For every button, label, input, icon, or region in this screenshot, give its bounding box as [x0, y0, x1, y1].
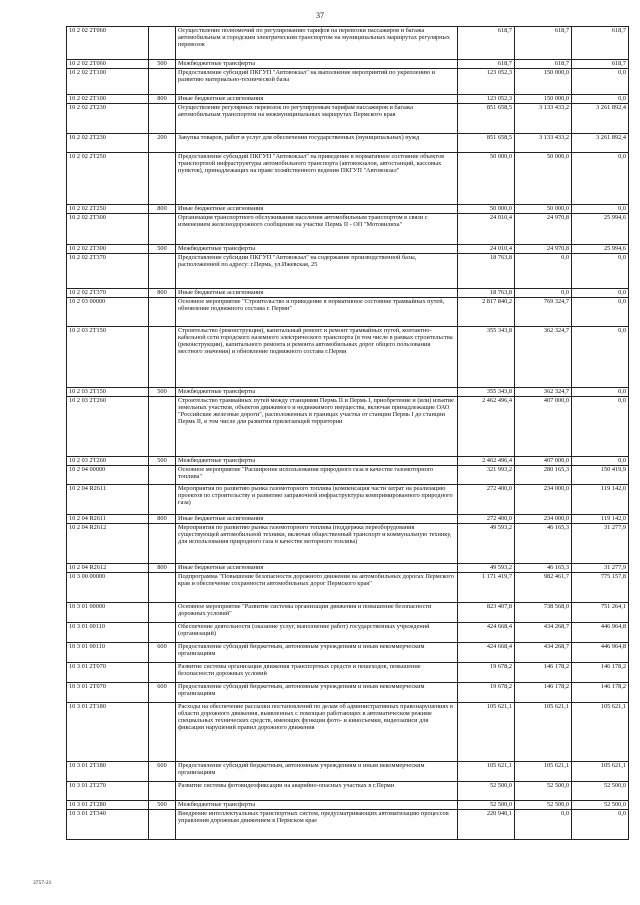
code-cell: 10 2 04 00000	[67, 466, 149, 485]
amount-year1-cell: 851 658,5	[458, 134, 515, 153]
code-cell: 10 2 03 2T260	[67, 397, 149, 457]
amount-year2-cell: 150 000,0	[515, 69, 572, 95]
amount-year1-cell: 24 010,4	[458, 214, 515, 245]
amount-year2-cell: 50 000,0	[515, 153, 572, 205]
amount-year2-cell: 46 165,3	[515, 564, 572, 573]
amount-year2-cell: 3 133 433,2	[515, 134, 572, 153]
expense-type-cell	[149, 214, 176, 245]
amount-year1-cell: 105 621,1	[458, 703, 515, 762]
amount-year1-cell: 618,7	[458, 27, 515, 60]
table-row	[67, 214, 629, 245]
amount-year2-cell: 234 000,0	[515, 485, 572, 515]
amount-year1-cell: 123 052,3	[458, 69, 515, 95]
amount-year3-cell: 119 142,0	[572, 515, 629, 524]
item-name-cell: Межбюджетные трансферты	[176, 245, 458, 254]
code-cell: 10 3 01 2T280	[67, 801, 149, 810]
code-cell: 10 2 03 2T260	[67, 457, 149, 466]
amount-year3-cell: 25 994,6	[572, 245, 629, 254]
amount-year1-cell: 52 500,0	[458, 782, 515, 801]
footer-code: 3757-21	[33, 880, 52, 886]
code-cell: 10 2 02 2T370	[67, 254, 149, 289]
item-name-cell: Строительство трамвайных путей между станциями Пермь II и Пермь I, приобретение и (или) изъятие земельных участков, объектов движимого и недвижимого имущества, включая принадлежащие ОАО "Российские железные дороги", расположенных в границах участка от станции Пермь I до станции Пермь II, в том числе для развития прилегающей территории	[176, 397, 458, 457]
amount-year1-cell: 105 621,1	[458, 762, 515, 782]
amount-year2-cell: 50 000,0	[515, 205, 572, 214]
amount-year3-cell: 119 142,0	[572, 485, 629, 515]
item-name-cell: Предоставление субсидий бюджетным, автономным учреждениям и иным некоммерческим организациям	[176, 762, 458, 782]
table-row	[67, 573, 629, 603]
expense-type-cell: 200	[149, 134, 176, 153]
amount-year3-cell: 3 261 892,4	[572, 134, 629, 153]
code-cell: 10 3 01 2T270	[67, 782, 149, 801]
table-row	[67, 663, 629, 683]
item-name-cell: Предоставление субсидий бюджетным, автономным учреждениям и иным некоммерческим организациям	[176, 643, 458, 663]
amount-year1-cell: 19 678,2	[458, 683, 515, 703]
code-cell: 10 2 02 2T230	[67, 134, 149, 153]
expense-type-cell	[149, 397, 176, 457]
expense-type-cell	[149, 485, 176, 515]
table-row	[67, 60, 629, 69]
item-name-cell: Строительство (реконструкция), капитальный ремонт и ремонт трамвайных путей, контактно-кабельной сети городского наземного электрического транспорта (в том числе в рамках строительства (реконструкции), капитального ремонта и ремонта автомобильных дорог общего пользования местного значения) и обновление подвижного состава г.Перми	[176, 327, 458, 388]
amount-year1-cell: 1 171 419,7	[458, 573, 515, 603]
code-cell: 10 2 02 2T300	[67, 245, 149, 254]
amount-year2-cell: 407 000,0	[515, 457, 572, 466]
code-cell: 10 3 01 00110	[67, 623, 149, 643]
table-row	[67, 810, 629, 840]
code-cell: 10 2 02 2T060	[67, 60, 149, 69]
expense-type-cell	[149, 623, 176, 643]
item-name-cell: Иные бюджетные ассигнования	[176, 205, 458, 214]
table-row	[67, 485, 629, 515]
table-row	[67, 245, 629, 254]
amount-year3-cell: 3 261 892,4	[572, 104, 629, 134]
item-name-cell: Иные бюджетные ассигнования	[176, 289, 458, 298]
expense-type-cell	[149, 703, 176, 762]
amount-year1-cell: 18 763,8	[458, 254, 515, 289]
amount-year2-cell: 146 178,2	[515, 663, 572, 683]
table-row	[67, 254, 629, 289]
budget-table-body	[67, 27, 629, 840]
table-row	[67, 95, 629, 104]
amount-year3-cell: 31 277,9	[572, 524, 629, 564]
amount-year1-cell: 2 462 496,4	[458, 397, 515, 457]
amount-year3-cell: 25 994,6	[572, 214, 629, 245]
expense-type-cell	[149, 254, 176, 289]
amount-year2-cell: 362 324,7	[515, 388, 572, 397]
code-cell: 10 2 04 R2612	[67, 564, 149, 573]
item-name-cell: Межбюджетные трансферты	[176, 801, 458, 810]
amount-year3-cell: 105 621,1	[572, 762, 629, 782]
item-name-cell: Мероприятия по развитию рынка газомоторного топлива (поддержка переоборудования существующей автомобильной техники, включая общественный транспорт и коммунальную технику, для использования природного газа в качестве моторного топлива)	[176, 524, 458, 564]
expense-type-cell: 800	[149, 289, 176, 298]
expense-type-cell: 600	[149, 683, 176, 703]
amount-year1-cell: 424 668,4	[458, 643, 515, 663]
item-name-cell: Закупка товаров, работ и услуг для обеспечения государственных (муниципальных) нужд	[176, 134, 458, 153]
table-row	[67, 298, 629, 327]
code-cell: 10 2 02 2T300	[67, 214, 149, 245]
amount-year1-cell: 851 658,5	[458, 104, 515, 134]
amount-year2-cell: 618,7	[515, 27, 572, 60]
amount-year1-cell: 123 052,3	[458, 95, 515, 104]
table-row	[67, 134, 629, 153]
expense-type-cell: 500	[149, 60, 176, 69]
code-cell: 10 3 01 2T180	[67, 762, 149, 782]
expense-type-cell	[149, 663, 176, 683]
code-cell: 10 2 02 2T250	[67, 153, 149, 205]
item-name-cell: Основное мероприятие "Развитие системы организации движения и повышение безопасности дорожных условий"	[176, 603, 458, 623]
expense-type-cell: 800	[149, 95, 176, 104]
amount-year1-cell: 2 817 840,2	[458, 298, 515, 327]
table-row	[67, 388, 629, 397]
expense-type-cell	[149, 782, 176, 801]
amount-year2-cell: 105 621,1	[515, 703, 572, 762]
table-row	[67, 27, 629, 60]
expense-type-cell: 500	[149, 457, 176, 466]
table-row	[67, 762, 629, 782]
expense-type-cell: 600	[149, 762, 176, 782]
item-name-cell: Иные бюджетные ассигнования	[176, 564, 458, 573]
expense-type-cell: 500	[149, 388, 176, 397]
expense-type-cell	[149, 603, 176, 623]
amount-year3-cell: 0,0	[572, 327, 629, 388]
table-row	[67, 397, 629, 457]
item-name-cell: Предоставление субсидий бюджетным, автономным учреждениям и иным некоммерческим организациям	[176, 683, 458, 703]
amount-year3-cell: 446 964,8	[572, 643, 629, 663]
table-row	[67, 104, 629, 134]
amount-year3-cell: 775 157,8	[572, 573, 629, 603]
table-row	[67, 524, 629, 564]
amount-year2-cell: 46 165,3	[515, 524, 572, 564]
code-cell: 10 2 02 2T370	[67, 289, 149, 298]
amount-year2-cell: 407 000,0	[515, 397, 572, 457]
table-row	[67, 564, 629, 573]
table-row	[67, 603, 629, 623]
table-row	[67, 782, 629, 801]
amount-year1-cell: 18 763,8	[458, 289, 515, 298]
amount-year3-cell: 0,0	[572, 289, 629, 298]
amount-year2-cell: 0,0	[515, 289, 572, 298]
expense-type-cell: 800	[149, 205, 176, 214]
code-cell: 10 2 02 2T100	[67, 95, 149, 104]
item-name-cell: Расходы на обеспечение рассылки постановлений по делам об административных правонарушениях в области дорожного движения, выявленных с помощью работающих в автоматическом режиме специальных технических средств, имеющих функции фото- и киносъемки, видеозаписи для фиксации нарушений правил дорожного движения	[176, 703, 458, 762]
amount-year2-cell: 52 500,0	[515, 801, 572, 810]
amount-year2-cell: 146 178,2	[515, 683, 572, 703]
item-name-cell: Основное мероприятие "Расширение использования природного газа в качестве газомоторного топлива"	[176, 466, 458, 485]
code-cell: 10 3 01 2T340	[67, 810, 149, 840]
expense-type-cell: 600	[149, 643, 176, 663]
amount-year1-cell: 52 500,0	[458, 801, 515, 810]
table-row	[67, 801, 629, 810]
item-name-cell: Иные бюджетные ассигнования	[176, 95, 458, 104]
amount-year1-cell: 50 000,0	[458, 205, 515, 214]
amount-year2-cell: 24 970,8	[515, 245, 572, 254]
amount-year3-cell: 446 964,8	[572, 623, 629, 643]
item-name-cell: Межбюджетные трансферты	[176, 388, 458, 397]
amount-year1-cell: 321 993,2	[458, 466, 515, 485]
amount-year2-cell: 234 000,0	[515, 515, 572, 524]
item-name-cell: Предоставление субсидий ПКГУП "Автовокзал" на приведение в нормативное состояние объектов транспортной инфраструктуры автомобильного транспорта (автовокзалов, автостанций, кассовых пунктов), принадлежащих на праве хозяйственного ведения ПКГУП "Автовокзал"	[176, 153, 458, 205]
amount-year3-cell: 0,0	[572, 95, 629, 104]
amount-year3-cell: 146 178,2	[572, 683, 629, 703]
amount-year3-cell: 0,0	[572, 69, 629, 95]
item-name-cell: Межбюджетные трансферты	[176, 60, 458, 69]
item-name-cell: Развитие системы фотовидеофиксации на аварийно-опасных участках в г.Перми	[176, 782, 458, 801]
expense-type-cell: 500	[149, 801, 176, 810]
amount-year3-cell: 31 277,9	[572, 564, 629, 573]
amount-year2-cell: 618,7	[515, 60, 572, 69]
code-cell: 10 2 02 2T100	[67, 69, 149, 95]
item-name-cell: Развитие системы организации движения транспортных средств и пешеходов, повышение безопасности дорожных условий	[176, 663, 458, 683]
page-number: 37	[316, 11, 324, 20]
amount-year1-cell: 2 462 496,4	[458, 457, 515, 466]
amount-year1-cell: 49 593,2	[458, 564, 515, 573]
code-cell: 10 3 00 00000	[67, 573, 149, 603]
amount-year3-cell: 0,0	[572, 153, 629, 205]
table-row	[67, 643, 629, 663]
code-cell: 10 2 04 R2611	[67, 515, 149, 524]
amount-year2-cell: 0,0	[515, 810, 572, 840]
budget-table	[66, 26, 629, 840]
table-row	[67, 457, 629, 466]
amount-year3-cell: 0,0	[572, 457, 629, 466]
amount-year2-cell: 769 324,7	[515, 298, 572, 327]
table-row	[67, 703, 629, 762]
item-name-cell: Основное мероприятие "Строительство и приведение в нормативное состояние трамвайных путей, обновление подвижного состава г. Перми"	[176, 298, 458, 327]
amount-year2-cell: 150 000,0	[515, 95, 572, 104]
table-row	[67, 205, 629, 214]
amount-year1-cell: 424 668,4	[458, 623, 515, 643]
amount-year1-cell: 355 343,8	[458, 388, 515, 397]
code-cell: 10 2 02 2T060	[67, 27, 149, 60]
table-row	[67, 69, 629, 95]
amount-year1-cell: 355 343,8	[458, 327, 515, 388]
item-name-cell: Иные бюджетные ассигнования	[176, 515, 458, 524]
code-cell: 10 3 01 00000	[67, 603, 149, 623]
amount-year3-cell: 0,0	[572, 205, 629, 214]
amount-year3-cell: 0,0	[572, 298, 629, 327]
amount-year1-cell: 220 940,1	[458, 810, 515, 840]
code-cell: 10 2 04 R2612	[67, 524, 149, 564]
amount-year2-cell: 434 268,7	[515, 623, 572, 643]
amount-year3-cell: 150 419,9	[572, 466, 629, 485]
amount-year1-cell: 272 400,0	[458, 515, 515, 524]
expense-type-cell: 500	[149, 245, 176, 254]
amount-year3-cell: 52 500,0	[572, 782, 629, 801]
code-cell: 10 3 01 2T070	[67, 683, 149, 703]
item-name-cell: Внедрение интеллектуальных транспортных систем, предусматривающих автоматизацию процессов управления дорожным движением в Пермском крае	[176, 810, 458, 840]
amount-year3-cell: 618,7	[572, 27, 629, 60]
table-row	[67, 466, 629, 485]
amount-year3-cell: 751 264,1	[572, 603, 629, 623]
code-cell: 10 2 04 R2611	[67, 485, 149, 515]
amount-year3-cell: 105 621,1	[572, 703, 629, 762]
amount-year2-cell: 0,0	[515, 254, 572, 289]
amount-year1-cell: 24 010,4	[458, 245, 515, 254]
code-cell: 10 2 02 2T230	[67, 104, 149, 134]
amount-year2-cell: 105 621,1	[515, 762, 572, 782]
amount-year3-cell: 0,0	[572, 388, 629, 397]
expense-type-cell	[149, 27, 176, 60]
expense-type-cell: 800	[149, 564, 176, 573]
code-cell: 10 2 03 00000	[67, 298, 149, 327]
table-row	[67, 153, 629, 205]
table-row	[67, 515, 629, 524]
amount-year1-cell: 823 407,8	[458, 603, 515, 623]
expense-type-cell: 800	[149, 515, 176, 524]
amount-year1-cell: 272 400,0	[458, 485, 515, 515]
item-name-cell: Мероприятия по развитию рынка газомоторного топлива (компенсация части затрат на реализацию проектов по строительству и развитию заправочной инфраструктуры компримированного природного газа)	[176, 485, 458, 515]
amount-year3-cell: 0,0	[572, 397, 629, 457]
item-name-cell: Подпрограмма "Повышение безопасности дорожного движения на автомобильных дорогах Пермского края и обеспечение сохранности автомобильных дорог Пермского края"	[176, 573, 458, 603]
expense-type-cell	[149, 524, 176, 564]
item-name-cell: Организация транспортного обслуживания населения автомобильным транспортом в связи с изменением железнодорожного сообщения на участке Пермь II - ОП "Мотовилиха"	[176, 214, 458, 245]
amount-year1-cell: 49 593,2	[458, 524, 515, 564]
amount-year2-cell: 3 133 433,2	[515, 104, 572, 134]
table-row	[67, 683, 629, 703]
table-row	[67, 289, 629, 298]
expense-type-cell	[149, 810, 176, 840]
expense-type-cell	[149, 298, 176, 327]
item-name-cell: Предоставление субсидии ПКГУП "Автовокзал" на содержание производственной базы, расположенной по адресу: г.Пермь, ул.Ижевская, 25	[176, 254, 458, 289]
table-row	[67, 623, 629, 643]
code-cell: 10 2 03 2T150	[67, 388, 149, 397]
code-cell: 10 2 02 2T250	[67, 205, 149, 214]
item-name-cell: Осуществление полномочий по регулированию тарифов на перевозки пассажиров и багажа автомобильным и городским электрическим транспортом на муниципальных маршрутах регулярных перевозок	[176, 27, 458, 60]
item-name-cell: Межбюджетные трансферты	[176, 457, 458, 466]
amount-year1-cell: 19 678,2	[458, 663, 515, 683]
code-cell: 10 2 03 2T150	[67, 327, 149, 388]
table-row	[67, 327, 629, 388]
amount-year2-cell: 52 500,0	[515, 782, 572, 801]
code-cell: 10 3 01 2T180	[67, 703, 149, 762]
expense-type-cell	[149, 327, 176, 388]
amount-year2-cell: 280 165,3	[515, 466, 572, 485]
expense-type-cell	[149, 104, 176, 134]
amount-year2-cell: 738 568,0	[515, 603, 572, 623]
amount-year3-cell: 618,7	[572, 60, 629, 69]
amount-year3-cell: 0,0	[572, 810, 629, 840]
item-name-cell: Осуществление регулярных перевозок по регулируемым тарифам пассажиров и багажа автомобильным транспортом на межмуниципальных маршрутах Пермского края	[176, 104, 458, 134]
expense-type-cell	[149, 466, 176, 485]
amount-year1-cell: 618,7	[458, 60, 515, 69]
code-cell: 10 3 01 2T070	[67, 663, 149, 683]
amount-year3-cell: 146 178,2	[572, 663, 629, 683]
code-cell: 10 3 01 00110	[67, 643, 149, 663]
expense-type-cell	[149, 573, 176, 603]
expense-type-cell	[149, 69, 176, 95]
amount-year2-cell: 362 324,7	[515, 327, 572, 388]
amount-year2-cell: 982 461,7	[515, 573, 572, 603]
expense-type-cell	[149, 153, 176, 205]
amount-year2-cell: 24 970,8	[515, 214, 572, 245]
amount-year2-cell: 434 268,7	[515, 643, 572, 663]
amount-year3-cell: 0,0	[572, 254, 629, 289]
amount-year1-cell: 50 000,0	[458, 153, 515, 205]
item-name-cell: Обеспечение деятельности (оказание услуг, выполнение работ) государственных учреждений (организаций)	[176, 623, 458, 643]
amount-year3-cell: 52 500,0	[572, 801, 629, 810]
item-name-cell: Предоставление субсидий ПКГУП "Автовокзал" на выполнение мероприятий по укреплению и развитию материально-технической базы	[176, 69, 458, 95]
